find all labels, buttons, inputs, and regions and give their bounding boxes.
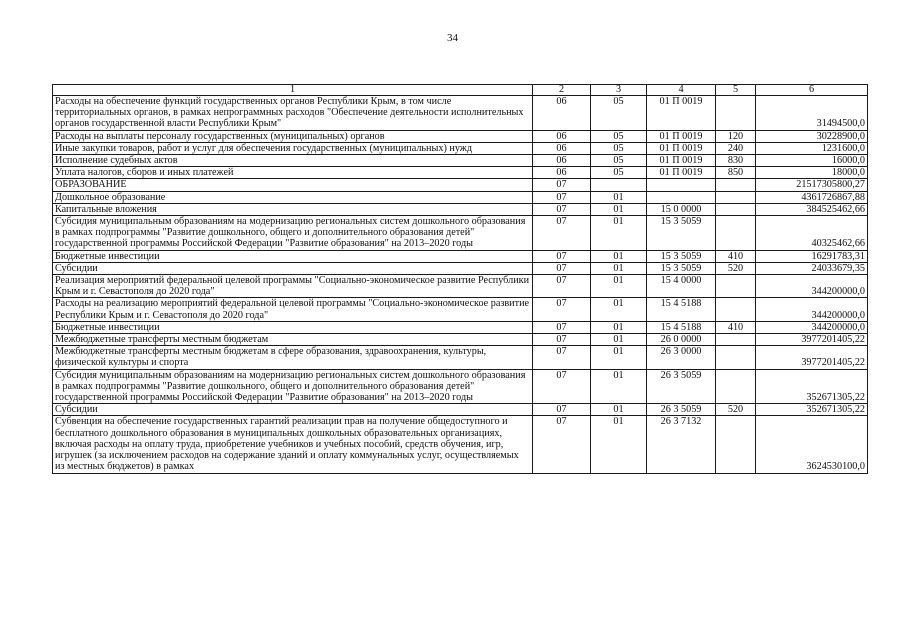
row-expense-type bbox=[716, 298, 756, 321]
row-expense-type bbox=[716, 216, 756, 251]
row-name: Исполнение судебных актов bbox=[53, 155, 533, 167]
row-target-article: 01 П 0019 bbox=[647, 142, 716, 154]
row-target-article: 01 П 0019 bbox=[647, 96, 716, 131]
row-amount: 1231600,0 bbox=[756, 142, 868, 154]
row-name: Расходы на выплаты персоналу государственных (муниципальных) органов bbox=[53, 130, 533, 142]
row-section: 07 bbox=[533, 346, 591, 369]
row-name: ОБРАЗОВАНИЕ bbox=[53, 179, 533, 191]
row-name: Межбюджетные трансферты местным бюджетам в сфере образования, здравоохранения, культуры, физической культуры и спорта bbox=[53, 346, 533, 369]
row-subsection: 05 bbox=[591, 142, 647, 154]
row-expense-type: 850 bbox=[716, 167, 756, 179]
row-target-article: 15 3 5059 bbox=[647, 250, 716, 262]
table-row bbox=[53, 404, 868, 416]
row-name: Реализация мероприятий федеральной целевой программы "Социально-экономическое развитие Республики Крым и г. Севастополя до 2020 года" bbox=[53, 275, 533, 298]
row-name: Бюджетные инвестиции bbox=[53, 321, 533, 333]
row-section: 06 bbox=[533, 142, 591, 154]
row-name: Бюджетные инвестиции bbox=[53, 250, 533, 262]
row-expense-type bbox=[716, 179, 756, 191]
row-subsection: 05 bbox=[591, 167, 647, 179]
row-target-article: 15 3 5059 bbox=[647, 216, 716, 251]
table-row bbox=[53, 334, 868, 346]
row-subsection: 01 bbox=[591, 262, 647, 274]
row-expense-type: 120 bbox=[716, 130, 756, 142]
column-header-expense-type: 5 bbox=[716, 85, 756, 96]
row-section: 06 bbox=[533, 130, 591, 142]
table-row bbox=[53, 275, 868, 298]
row-amount: 3977201405,22 bbox=[756, 334, 868, 346]
row-target-article: 01 П 0019 bbox=[647, 155, 716, 167]
row-section: 07 bbox=[533, 179, 591, 191]
row-subsection: 01 bbox=[591, 275, 647, 298]
row-subsection: 01 bbox=[591, 250, 647, 262]
row-subsection: 01 bbox=[591, 298, 647, 321]
row-expense-type: 520 bbox=[716, 404, 756, 416]
row-section: 07 bbox=[533, 321, 591, 333]
row-subsection: 01 bbox=[591, 346, 647, 369]
table-row bbox=[53, 216, 868, 251]
row-expense-type: 830 bbox=[716, 155, 756, 167]
table-row bbox=[53, 262, 868, 274]
table-row bbox=[53, 250, 868, 262]
row-section: 07 bbox=[533, 404, 591, 416]
row-section: 07 bbox=[533, 262, 591, 274]
column-header-name: 1 bbox=[53, 85, 533, 96]
table-row bbox=[53, 321, 868, 333]
row-amount: 21517305800,27 bbox=[756, 179, 868, 191]
row-amount: 30228900,0 bbox=[756, 130, 868, 142]
column-header-amount: 6 bbox=[756, 85, 868, 96]
row-expense-type bbox=[716, 275, 756, 298]
row-subsection: 01 bbox=[591, 216, 647, 251]
row-amount: 40325462,66 bbox=[756, 216, 868, 251]
row-subsection: 01 bbox=[591, 334, 647, 346]
row-amount: 16000,0 bbox=[756, 155, 868, 167]
row-name: Капитальные вложения bbox=[53, 203, 533, 215]
row-section: 06 bbox=[533, 96, 591, 131]
row-section: 07 bbox=[533, 191, 591, 203]
row-amount: 16291783,31 bbox=[756, 250, 868, 262]
row-target-article: 01 П 0019 bbox=[647, 130, 716, 142]
row-section: 07 bbox=[533, 275, 591, 298]
table-row bbox=[53, 369, 868, 404]
row-expense-type: 240 bbox=[716, 142, 756, 154]
row-expense-type bbox=[716, 203, 756, 215]
row-target-article bbox=[647, 191, 716, 203]
row-name: Межбюджетные трансферты местным бюджетам bbox=[53, 334, 533, 346]
row-target-article: 26 0 0000 bbox=[647, 334, 716, 346]
table-row bbox=[53, 142, 868, 154]
row-section: 07 bbox=[533, 203, 591, 215]
row-name: Субсидии bbox=[53, 262, 533, 274]
row-subsection: 01 bbox=[591, 191, 647, 203]
table-row bbox=[53, 155, 868, 167]
row-name: Иные закупки товаров, работ и услуг для обеспечения государственных (муниципальных) нужд bbox=[53, 142, 533, 154]
row-amount: 3977201405,22 bbox=[756, 346, 868, 369]
row-amount: 4361726867,88 bbox=[756, 191, 868, 203]
row-expense-type: 520 bbox=[716, 262, 756, 274]
row-section: 07 bbox=[533, 250, 591, 262]
row-target-article: 26 3 5059 bbox=[647, 404, 716, 416]
row-amount: 24033679,35 bbox=[756, 262, 868, 274]
row-name: Расходы на обеспечение функций государственных органов Республики Крым, в том числе территориальных органов, в рамках непрограммных расходов "Обеспечение деятельности исполнительных органов государственной власти Республики Крым" bbox=[53, 96, 533, 131]
row-expense-type bbox=[716, 346, 756, 369]
column-header-target-article: 4 bbox=[647, 85, 716, 96]
row-section: 07 bbox=[533, 416, 591, 473]
row-name: Уплата налогов, сборов и иных платежей bbox=[53, 167, 533, 179]
budget-table bbox=[52, 84, 868, 474]
row-expense-type: 410 bbox=[716, 250, 756, 262]
table-header-row bbox=[53, 85, 868, 96]
row-target-article: 26 3 5059 bbox=[647, 369, 716, 404]
table-row bbox=[53, 346, 868, 369]
row-target-article: 26 3 7132 bbox=[647, 416, 716, 473]
row-name: Расходы на реализацию мероприятий федеральной целевой программы "Социально-экономическое развитие Республики Крым и г. Севастополя до 2020 года" bbox=[53, 298, 533, 321]
row-amount: 352671305,22 bbox=[756, 369, 868, 404]
column-header-section: 2 bbox=[533, 85, 591, 96]
row-subsection: 05 bbox=[591, 96, 647, 131]
budget-table-body bbox=[53, 85, 868, 474]
row-expense-type bbox=[716, 334, 756, 346]
row-expense-type bbox=[716, 416, 756, 473]
row-expense-type: 410 bbox=[716, 321, 756, 333]
row-target-article: 01 П 0019 bbox=[647, 167, 716, 179]
row-section: 06 bbox=[533, 155, 591, 167]
row-section: 07 bbox=[533, 216, 591, 251]
row-subsection: 05 bbox=[591, 155, 647, 167]
row-section: 06 bbox=[533, 167, 591, 179]
row-amount: 344200000,0 bbox=[756, 275, 868, 298]
row-amount: 384525462,66 bbox=[756, 203, 868, 215]
row-amount: 352671305,22 bbox=[756, 404, 868, 416]
row-name: Субсидия муниципальным образованиям на модернизацию региональных систем дошкольного образования в рамках подпрограммы "Развитие дошкольного, общего и дополнительного образования детей" государственной программы Российской Федерации "Развитие образования" на 2013–2020 годы bbox=[53, 369, 533, 404]
row-section: 07 bbox=[533, 369, 591, 404]
row-target-article: 26 3 0000 bbox=[647, 346, 716, 369]
row-amount: 344200000,0 bbox=[756, 298, 868, 321]
row-expense-type bbox=[716, 369, 756, 404]
table-row bbox=[53, 203, 868, 215]
table-row bbox=[53, 191, 868, 203]
row-subsection: 01 bbox=[591, 203, 647, 215]
row-subsection: 01 bbox=[591, 404, 647, 416]
row-expense-type bbox=[716, 96, 756, 131]
row-target-article: 15 4 5188 bbox=[647, 321, 716, 333]
row-target-article bbox=[647, 179, 716, 191]
row-subsection: 01 bbox=[591, 416, 647, 473]
row-target-article: 15 4 0000 bbox=[647, 275, 716, 298]
row-target-article: 15 0 0000 bbox=[647, 203, 716, 215]
column-header-subsection: 3 bbox=[591, 85, 647, 96]
row-amount: 31494500,0 bbox=[756, 96, 868, 131]
row-subsection: 01 bbox=[591, 321, 647, 333]
row-amount: 344200000,0 bbox=[756, 321, 868, 333]
row-subsection: 05 bbox=[591, 130, 647, 142]
row-amount: 3624530100,0 bbox=[756, 416, 868, 473]
row-name: Дошкольное образование bbox=[53, 191, 533, 203]
table-row bbox=[53, 130, 868, 142]
row-amount: 18000,0 bbox=[756, 167, 868, 179]
row-name: Субсидия муниципальным образованиям на модернизацию региональных систем дошкольного образования в рамках подпрограммы "Развитие дошкольного, общего и дополнительного образования детей" государственной программы Российской Федерации "Развитие образования" на 2013–2020 годы bbox=[53, 216, 533, 251]
row-name: Субвенция на обеспечение государственных гарантий реализации прав на получение общедоступного и бесплатного дошкольного образования в муниципальных дошкольных образовательных организациях, включая расходы на оплату труда, приобретение учебников и учебных пособий, средств обучения, игр, игрушек (за исключением расходов на содержание зданий и оплату коммунальных услуг, осуществляемых из местных бюджетов) в рамках bbox=[53, 416, 533, 473]
row-subsection: 01 bbox=[591, 369, 647, 404]
table-row bbox=[53, 416, 868, 473]
row-target-article: 15 4 5188 bbox=[647, 298, 716, 321]
table-row bbox=[53, 298, 868, 321]
row-name: Субсидии bbox=[53, 404, 533, 416]
table-row bbox=[53, 179, 868, 191]
row-expense-type bbox=[716, 191, 756, 203]
table-row bbox=[53, 96, 868, 131]
row-section: 07 bbox=[533, 298, 591, 321]
row-subsection bbox=[591, 179, 647, 191]
row-section: 07 bbox=[533, 334, 591, 346]
table-row bbox=[53, 167, 868, 179]
page-number: 34 bbox=[447, 32, 458, 44]
row-target-article: 15 3 5059 bbox=[647, 262, 716, 274]
